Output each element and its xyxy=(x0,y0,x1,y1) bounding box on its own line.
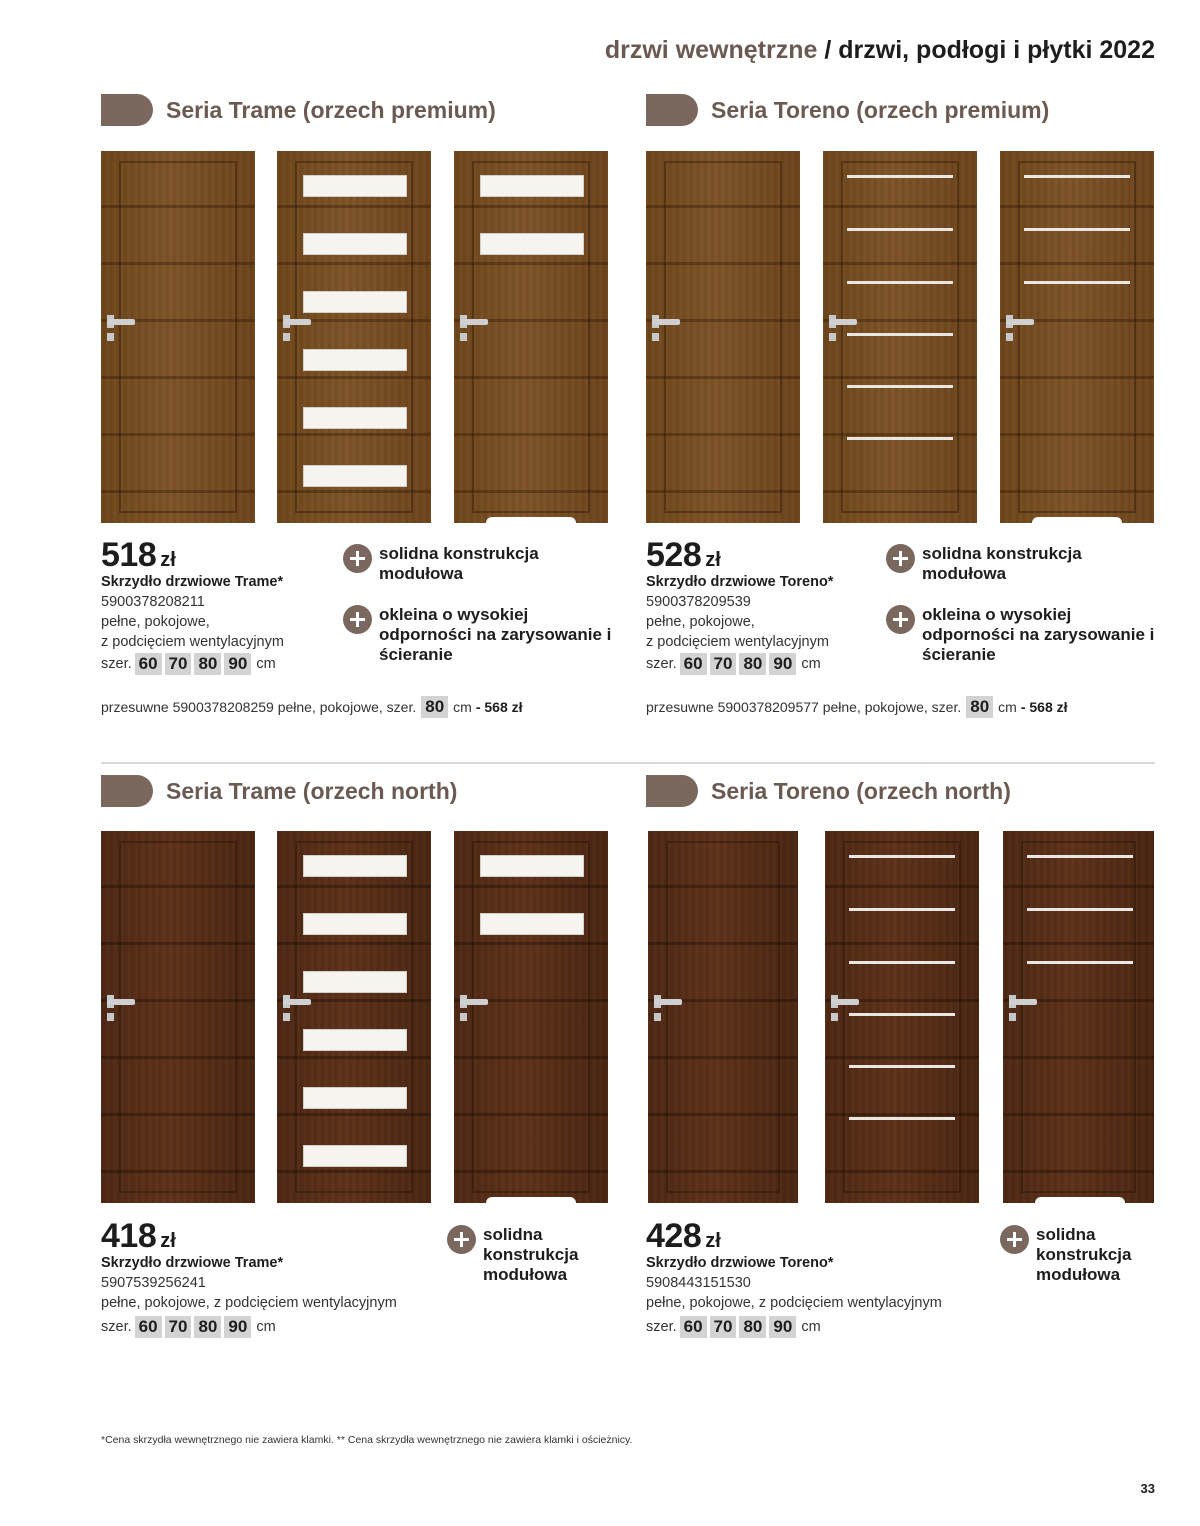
door-handle-icon xyxy=(107,999,135,1005)
metal-strip xyxy=(849,855,955,858)
product-ean: 5908443151530 xyxy=(646,1275,751,1291)
price xyxy=(646,536,721,575)
glass-pane xyxy=(480,855,584,877)
ventilation-undercut xyxy=(486,517,576,523)
width-chip: 70 xyxy=(710,653,737,675)
section-tab-marker xyxy=(646,775,698,807)
door-frame xyxy=(666,841,780,1193)
width-label: szer. xyxy=(646,1319,677,1335)
glass-pane xyxy=(303,233,407,255)
door-handle-icon xyxy=(283,999,311,1005)
price xyxy=(101,536,176,575)
product-desc-line2: z podcięciem wentylacyjnym xyxy=(646,634,829,650)
width-chip: 80 xyxy=(194,653,221,675)
feature-item xyxy=(886,544,1156,584)
footnote: *Cena skrzydła wewnętrznego nie zawiera klamki. ** Cena skrzydła wewnętrznego nie zawiera klamki i ościeżnicy. xyxy=(101,1434,633,1446)
door-image-glass-6 xyxy=(277,151,431,523)
metal-strip xyxy=(1024,228,1130,231)
price-amount: 418 xyxy=(101,1217,157,1255)
glass-pane xyxy=(480,175,584,197)
glass-pane xyxy=(303,407,407,429)
price xyxy=(646,1217,721,1256)
door-handle-icon xyxy=(654,999,682,1005)
glass-pane xyxy=(303,1029,407,1051)
door-frame xyxy=(664,161,782,513)
price-currency: zł xyxy=(705,1230,721,1252)
plus-icon xyxy=(886,544,915,573)
door-handle-icon xyxy=(829,319,857,325)
width-chip: 60 xyxy=(680,1316,707,1338)
feature-text: solidna konstrukcja modułowa xyxy=(922,544,1082,583)
product-name: Skrzydło drzwiowe Trame* xyxy=(101,574,284,590)
sliding-variant xyxy=(101,696,523,718)
width-chip: 90 xyxy=(224,653,251,675)
metal-strip xyxy=(1027,961,1133,964)
keyhole-icon xyxy=(460,333,467,341)
door-handle-icon xyxy=(283,319,311,325)
sliding-text: przesuwne 5900378208259 pełne, pokojowe, szer. xyxy=(101,699,417,715)
size-options xyxy=(646,1316,821,1338)
price-currency: zł xyxy=(705,549,721,571)
metal-strip xyxy=(849,961,955,964)
feature-text: okleina o wysokiej odporności na zarysowanie i ścieranie xyxy=(379,605,612,664)
feature-text: solidna konstrukcja modułowa xyxy=(379,544,539,583)
product-ean: 5900378208211 xyxy=(101,594,205,610)
door-handle-icon xyxy=(831,999,859,1005)
product-desc-line1: pełne, pokojowe, xyxy=(101,614,210,630)
product-name: Skrzydło drzwiowe Toreno* xyxy=(646,1255,834,1271)
page-number: 33 xyxy=(1140,1481,1155,1496)
size-options xyxy=(646,653,821,675)
door-image-glass-2 xyxy=(454,831,608,1203)
keyhole-icon xyxy=(107,1013,114,1021)
sliding-text: przesuwne 5900378209577 pełne, pokojowe, szer. xyxy=(646,699,962,715)
keyhole-icon xyxy=(652,333,659,341)
door-handle-icon xyxy=(1009,999,1037,1005)
metal-strip xyxy=(1024,175,1130,178)
section-trame-premium xyxy=(101,93,611,733)
section-title xyxy=(101,774,457,808)
page-header xyxy=(605,36,1155,65)
keyhole-icon xyxy=(831,1013,838,1021)
door-frame xyxy=(119,161,237,513)
plus-icon xyxy=(886,605,915,634)
door-frame xyxy=(843,841,961,1193)
price-currency: zł xyxy=(160,549,176,571)
feature-item xyxy=(1000,1225,1156,1285)
size-options xyxy=(101,653,276,675)
header-category: drzwi wewnętrzne xyxy=(604,36,818,64)
product-desc-line1: pełne, pokojowe, z podcięciem wentylacyjnym xyxy=(101,1295,397,1311)
section-toreno-north xyxy=(646,774,1156,1344)
width-chip: 80 xyxy=(739,653,766,675)
width-unit: cm xyxy=(801,656,821,672)
door-frame xyxy=(295,841,413,1193)
width-unit: cm xyxy=(256,1319,276,1335)
section-title-label: Seria Toreno (orzech north) xyxy=(711,777,1011,804)
door-frame xyxy=(119,841,237,1193)
feature-text: solidna konstrukcja modułowa xyxy=(483,1225,579,1284)
metal-strip xyxy=(847,385,953,388)
glass-pane xyxy=(303,971,407,993)
door-image-glass-6 xyxy=(277,831,431,1203)
feature-item xyxy=(343,605,613,665)
metal-strip xyxy=(847,175,953,178)
width-chip: 80 xyxy=(739,1316,766,1338)
metal-strip xyxy=(847,228,953,231)
keyhole-icon xyxy=(829,333,836,341)
ventilation-undercut xyxy=(1032,517,1122,523)
keyhole-icon xyxy=(460,1013,467,1021)
glass-pane xyxy=(303,349,407,371)
metal-strip xyxy=(847,437,953,440)
metal-strip xyxy=(1027,908,1133,911)
feature-item xyxy=(886,605,1156,665)
width-chip: 70 xyxy=(710,1316,737,1338)
door-image-strips-3 xyxy=(1000,151,1154,523)
keyhole-icon xyxy=(283,1013,290,1021)
width-chip: 60 xyxy=(680,653,707,675)
section-title xyxy=(646,93,1049,127)
door-frame xyxy=(472,841,590,1193)
glass-pane xyxy=(303,1087,407,1109)
glass-pane xyxy=(303,1145,407,1167)
glass-pane xyxy=(480,233,584,255)
glass-pane xyxy=(303,175,407,197)
door-image-solid xyxy=(101,831,255,1203)
width-chip: 70 xyxy=(165,653,192,675)
width-chip: 60 xyxy=(135,653,162,675)
product-name: Skrzydło drzwiowe Trame* xyxy=(101,1255,284,1271)
section-title xyxy=(101,93,496,127)
metal-strip xyxy=(1024,281,1130,284)
glass-pane xyxy=(480,913,584,935)
section-title-label: Seria Trame (orzech north) xyxy=(166,777,458,804)
sliding-variant xyxy=(646,696,1068,718)
door-image-strips-3 xyxy=(1003,831,1154,1203)
feature-item xyxy=(343,544,613,584)
plus-icon xyxy=(447,1225,476,1254)
sliding-price: - 568 zł xyxy=(1020,699,1068,715)
feature-text: solidna konstrukcja modułowa xyxy=(1036,1225,1132,1284)
metal-strip xyxy=(849,908,955,911)
glass-pane xyxy=(303,291,407,313)
metal-strip xyxy=(849,1117,955,1120)
door-image-strips-6 xyxy=(823,151,977,523)
keyhole-icon xyxy=(654,1013,661,1021)
header-catalog: drzwi, podłogi i płytki 2022 xyxy=(838,36,1155,64)
size-options xyxy=(101,1316,276,1338)
price-currency: zł xyxy=(160,1230,176,1252)
feature-text: okleina o wysokiej odporności na zarysowanie i ścieranie xyxy=(922,605,1155,664)
keyhole-icon xyxy=(1006,333,1013,341)
price-amount: 528 xyxy=(646,536,702,574)
door-image-solid xyxy=(101,151,255,523)
metal-strip xyxy=(849,1065,955,1068)
ventilation-undercut xyxy=(486,1197,576,1203)
product-name: Skrzydło drzwiowe Toreno* xyxy=(646,574,834,590)
metal-strip xyxy=(847,281,953,284)
section-divider xyxy=(101,762,1155,764)
sliding-width-chip: 80 xyxy=(421,696,448,718)
header-separator: / xyxy=(824,36,832,64)
metal-strip xyxy=(849,1013,955,1016)
width-chip: 90 xyxy=(224,1316,251,1338)
plus-icon xyxy=(343,544,372,573)
product-desc-line2: z podcięciem wentylacyjnym xyxy=(101,634,284,650)
section-tab-marker xyxy=(101,94,153,126)
section-title-label: Seria Toreno (orzech premium) xyxy=(711,96,1050,123)
price-amount: 518 xyxy=(101,536,157,574)
width-label: szer. xyxy=(101,656,132,672)
door-handle-icon xyxy=(460,319,488,325)
width-unit: cm xyxy=(256,656,276,672)
width-label: szer. xyxy=(101,1319,132,1335)
section-title xyxy=(646,774,1011,808)
sliding-unit: cm xyxy=(998,699,1017,715)
width-chip: 80 xyxy=(194,1316,221,1338)
door-frame xyxy=(1021,841,1136,1193)
door-image-solid xyxy=(646,151,800,523)
section-tab-marker xyxy=(101,775,153,807)
width-label: szer. xyxy=(646,656,677,672)
door-handle-icon xyxy=(107,319,135,325)
metal-strip xyxy=(1027,855,1133,858)
door-image-strips-6 xyxy=(825,831,979,1203)
plus-icon xyxy=(343,605,372,634)
sliding-unit: cm xyxy=(453,699,472,715)
door-handle-icon xyxy=(1006,319,1034,325)
width-unit: cm xyxy=(801,1319,821,1335)
width-chip: 60 xyxy=(135,1316,162,1338)
keyhole-icon xyxy=(1009,1013,1016,1021)
sliding-price: - 568 zł xyxy=(475,699,523,715)
product-ean: 5907539256241 xyxy=(101,1275,206,1291)
door-image-solid xyxy=(648,831,798,1203)
width-chip: 70 xyxy=(165,1316,192,1338)
door-image-glass-2 xyxy=(454,151,608,523)
door-handle-icon xyxy=(460,999,488,1005)
product-ean: 5900378209539 xyxy=(646,594,751,610)
door-handle-icon xyxy=(652,319,680,325)
section-toreno-premium xyxy=(646,93,1156,733)
glass-pane xyxy=(303,465,407,487)
keyhole-icon xyxy=(283,333,290,341)
ventilation-undercut xyxy=(1035,1197,1125,1203)
door-frame xyxy=(472,161,590,513)
keyhole-icon xyxy=(107,333,114,341)
plus-icon xyxy=(1000,1225,1029,1254)
door-frame xyxy=(841,161,959,513)
section-trame-north xyxy=(101,774,611,1344)
price xyxy=(101,1217,176,1256)
width-chip: 90 xyxy=(769,1316,796,1338)
product-desc-line1: pełne, pokojowe, z podcięciem wentylacyjnym xyxy=(646,1295,942,1311)
door-frame xyxy=(295,161,413,513)
product-desc-line1: pełne, pokojowe, xyxy=(646,614,755,630)
price-amount: 428 xyxy=(646,1217,702,1255)
door-frame xyxy=(1018,161,1136,513)
glass-pane xyxy=(303,913,407,935)
feature-item xyxy=(447,1225,607,1285)
metal-strip xyxy=(847,333,953,336)
section-tab-marker xyxy=(646,94,698,126)
sliding-width-chip: 80 xyxy=(966,696,993,718)
section-title-label: Seria Trame (orzech premium) xyxy=(166,96,496,123)
glass-pane xyxy=(303,855,407,877)
width-chip: 90 xyxy=(769,653,796,675)
